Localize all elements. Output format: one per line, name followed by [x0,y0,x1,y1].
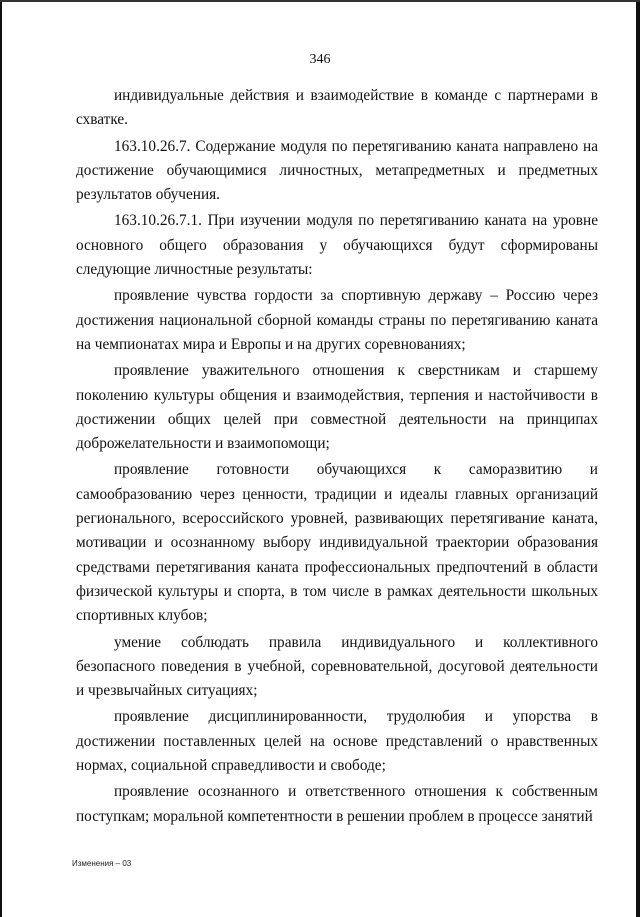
paragraph: проявление готовности обучающихся к саморазвитию и самообразованию через ценности, традиции и идеалы главных организаций регионального, всероссийского уровней, развивающих перетягивание каната, мотивации и осознанному выбору индивидуальной траектории образования средствами перетягивания каната профессиональных предпочтений в области физической культуры и спорта, в том числе в рамках деятельности школьных спортивных клубов; [76,461,598,625]
paragraph: индивидуальные действия и взаимодействие в команде с партнерами в схватке. [76,87,598,129]
paragraph: 163.10.26.7.1. При изучении модуля по перетягиванию каната на уровне основного общего образования у обучающихся будут сформированы следующие личностные результаты: [76,212,598,279]
scan-edge-top [0,0,640,2]
paragraph: 163.10.26.7. Содержание модуля по перетягиванию каната направлено на достижение обучающимися личностных, метапредметных и предметных результатов обучения. [76,137,598,204]
paragraph: умение соблюдать правила индивидуального и коллективного безопасного поведения в учебной, соревновательной, досуговой деятельности и чрезвычайных ситуациях; [76,633,598,700]
paragraph: проявление дисциплинированности, трудолюбия и упорства в достижении поставленных целей на основе представлений о нравственных нормах, социальной справедливости и свободе; [76,708,598,775]
footer-revision-label: Изменения – 03 [72,859,132,868]
document-body [76,84,598,831]
scan-edge-left [0,0,2,917]
page-number: 346 [309,52,331,67]
paragraph: проявление уважительного отношения к сверстникам и старшему поколению культуры общения и взаимодействия, терпения и настойчивости в достижении общих целей при совместной деятельности на принципах доброжелательности и взаимопомощи; [76,362,598,453]
scan-edge-right [636,0,640,917]
paragraph: проявление осознанного и ответственного отношения к собственным поступкам; моральной компетентности в решении проблем в процессе занятий [76,783,598,825]
paragraph: проявление чувства гордости за спортивную державу – Россию через достижения национальной сборной команды страны по перетягиванию каната на чемпионатах мира и Европы и на других соревнованиях; [76,287,598,353]
